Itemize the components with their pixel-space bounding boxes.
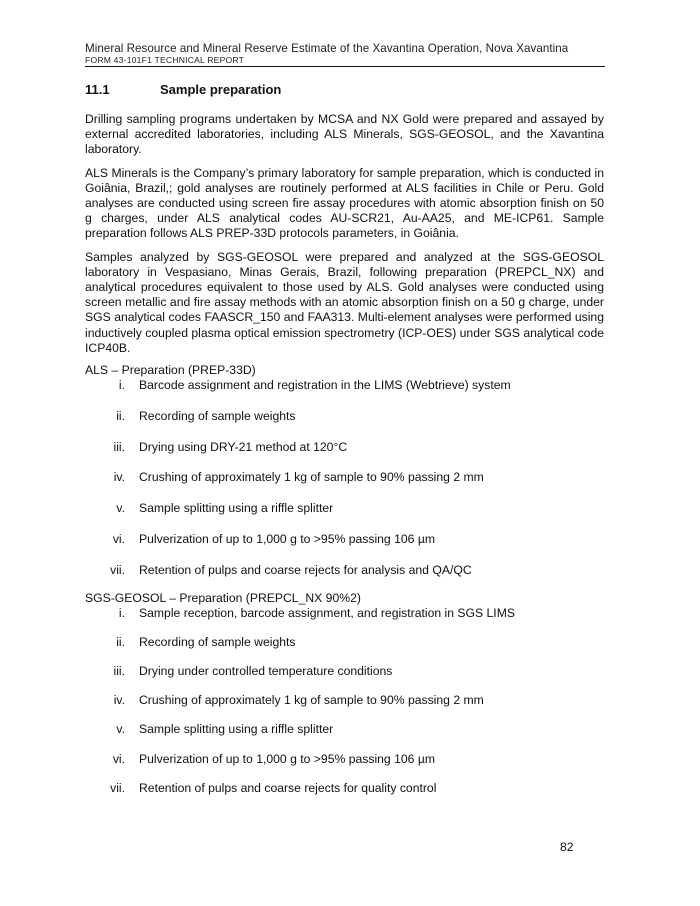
sgs-preparation-list bbox=[85, 606, 604, 796]
list-text: Pulverization of up to 1,000 g to >95% passing 106 µm bbox=[139, 751, 435, 766]
list-item bbox=[85, 440, 604, 455]
als-list-label: ALS – Preparation (PREP-33D) bbox=[85, 363, 256, 378]
running-header bbox=[85, 42, 604, 67]
list-item bbox=[85, 606, 604, 621]
list-item bbox=[85, 409, 604, 424]
list-text: Crushing of approximately 1 kg of sample to 90% passing 2 mm bbox=[139, 693, 484, 708]
paragraph: ALS Minerals is the Company’s primary laboratory for sample preparation, which is conducted in Goiânia, Brazil,; gold analyses are routinely performed at ALS facilities in Chile or Peru. Gold analyses are conducted using screen fire assay procedures with atomic absorption finish on 50 g charges, under ALS analytical codes AU-SCR21, Au-AA25, and ME-ICP61. Sample preparation follows ALS PREP-33D protocols parameters, in Goiânia. bbox=[85, 165, 604, 241]
list-number: vii. bbox=[110, 780, 125, 795]
list-text: Sample reception, barcode assignment, and registration in SGS LIMS bbox=[139, 605, 515, 620]
list-item bbox=[85, 635, 604, 650]
list-item bbox=[85, 532, 604, 547]
list-item bbox=[85, 752, 604, 767]
section-title: Sample preparation bbox=[160, 82, 282, 97]
list-number: iii. bbox=[113, 664, 125, 678]
header-rule bbox=[85, 66, 605, 67]
list-text: Recording of sample weights bbox=[139, 634, 296, 649]
list-number: iii. bbox=[113, 439, 125, 454]
list-text: Barcode assignment and registration in the LIMS (Webtrieve) system bbox=[139, 378, 511, 393]
header-title: Mineral Resource and Mineral Reserve Estimate of the Xavantina Operation, Nova Xavantina bbox=[85, 42, 569, 55]
list-number: v. bbox=[116, 501, 125, 516]
list-number: i. bbox=[118, 605, 125, 620]
paragraph: Drilling sampling programs undertaken by MCSA and NX Gold were prepared and assayed by external accredited laboratories, including ALS Minerals, SGS-GEOSOL, and the Xavantina laboratory. bbox=[85, 112, 604, 157]
paragraph: Samples analyzed by SGS-GEOSOL were prepared and analyzed at the SGS-GEOSOL laboratory in Vespasiano, Minas Gerais, Brazil, following preparation (PREPCL_NX) and analytical procedures equivalent to those used by ALS. Gold analyses were conducted using screen metallic and fire assay methods with an atomic absorption finish on a 50 g charge, under SGS analytical codes FAASCR_150 and FAA313. Multi-element analyses were performed using inductively coupled plasma optical emission spectrometry (ICP-OES) under SGS analytical code ICP40B. bbox=[85, 249, 604, 355]
document-page bbox=[85, 42, 604, 810]
header-subtitle: FORM 43-101F1 TECHNICAL REPORT bbox=[85, 55, 245, 65]
list-item bbox=[85, 563, 604, 578]
list-number: ii. bbox=[116, 408, 125, 423]
list-item bbox=[85, 722, 604, 737]
section-number: 11.1 bbox=[85, 82, 110, 97]
list-item bbox=[85, 781, 604, 796]
list-number: vi. bbox=[112, 532, 125, 547]
list-number: ii. bbox=[116, 634, 125, 649]
list-text: Drying using DRY-21 method at 120°C bbox=[139, 439, 348, 454]
list-item bbox=[85, 501, 604, 516]
list-item bbox=[85, 470, 604, 485]
section-heading bbox=[85, 82, 604, 98]
list-number: v. bbox=[116, 722, 125, 737]
list-text: Sample splitting using a riffle splitter bbox=[139, 722, 334, 737]
list-number: vi. bbox=[112, 751, 125, 766]
page-number: 82 bbox=[560, 840, 574, 854]
list-item bbox=[85, 664, 604, 679]
list-text: Retention of pulps and coarse rejects for analysis and QA/QC bbox=[139, 562, 472, 577]
list-number: i. bbox=[118, 378, 125, 393]
list-text: Pulverization of up to 1,000 g to >95% passing 106 µm bbox=[139, 532, 435, 547]
list-text: Recording of sample weights bbox=[139, 408, 296, 423]
list-number: iv. bbox=[113, 470, 125, 485]
sgs-list-label: SGS-GEOSOL – Preparation (PREPCL_NX 90%2) bbox=[85, 590, 361, 605]
als-preparation-list bbox=[85, 378, 604, 578]
list-number: iv. bbox=[113, 693, 125, 708]
list-text: Sample splitting using a riffle splitter bbox=[139, 501, 334, 516]
list-item bbox=[85, 693, 604, 708]
list-text: Drying under controlled temperature conditions bbox=[139, 664, 393, 678]
list-item bbox=[85, 378, 604, 393]
list-text: Retention of pulps and coarse rejects for quality control bbox=[139, 780, 437, 795]
list-text: Crushing of approximately 1 kg of sample to 90% passing 2 mm bbox=[139, 470, 484, 485]
list-number: vii. bbox=[110, 562, 125, 577]
